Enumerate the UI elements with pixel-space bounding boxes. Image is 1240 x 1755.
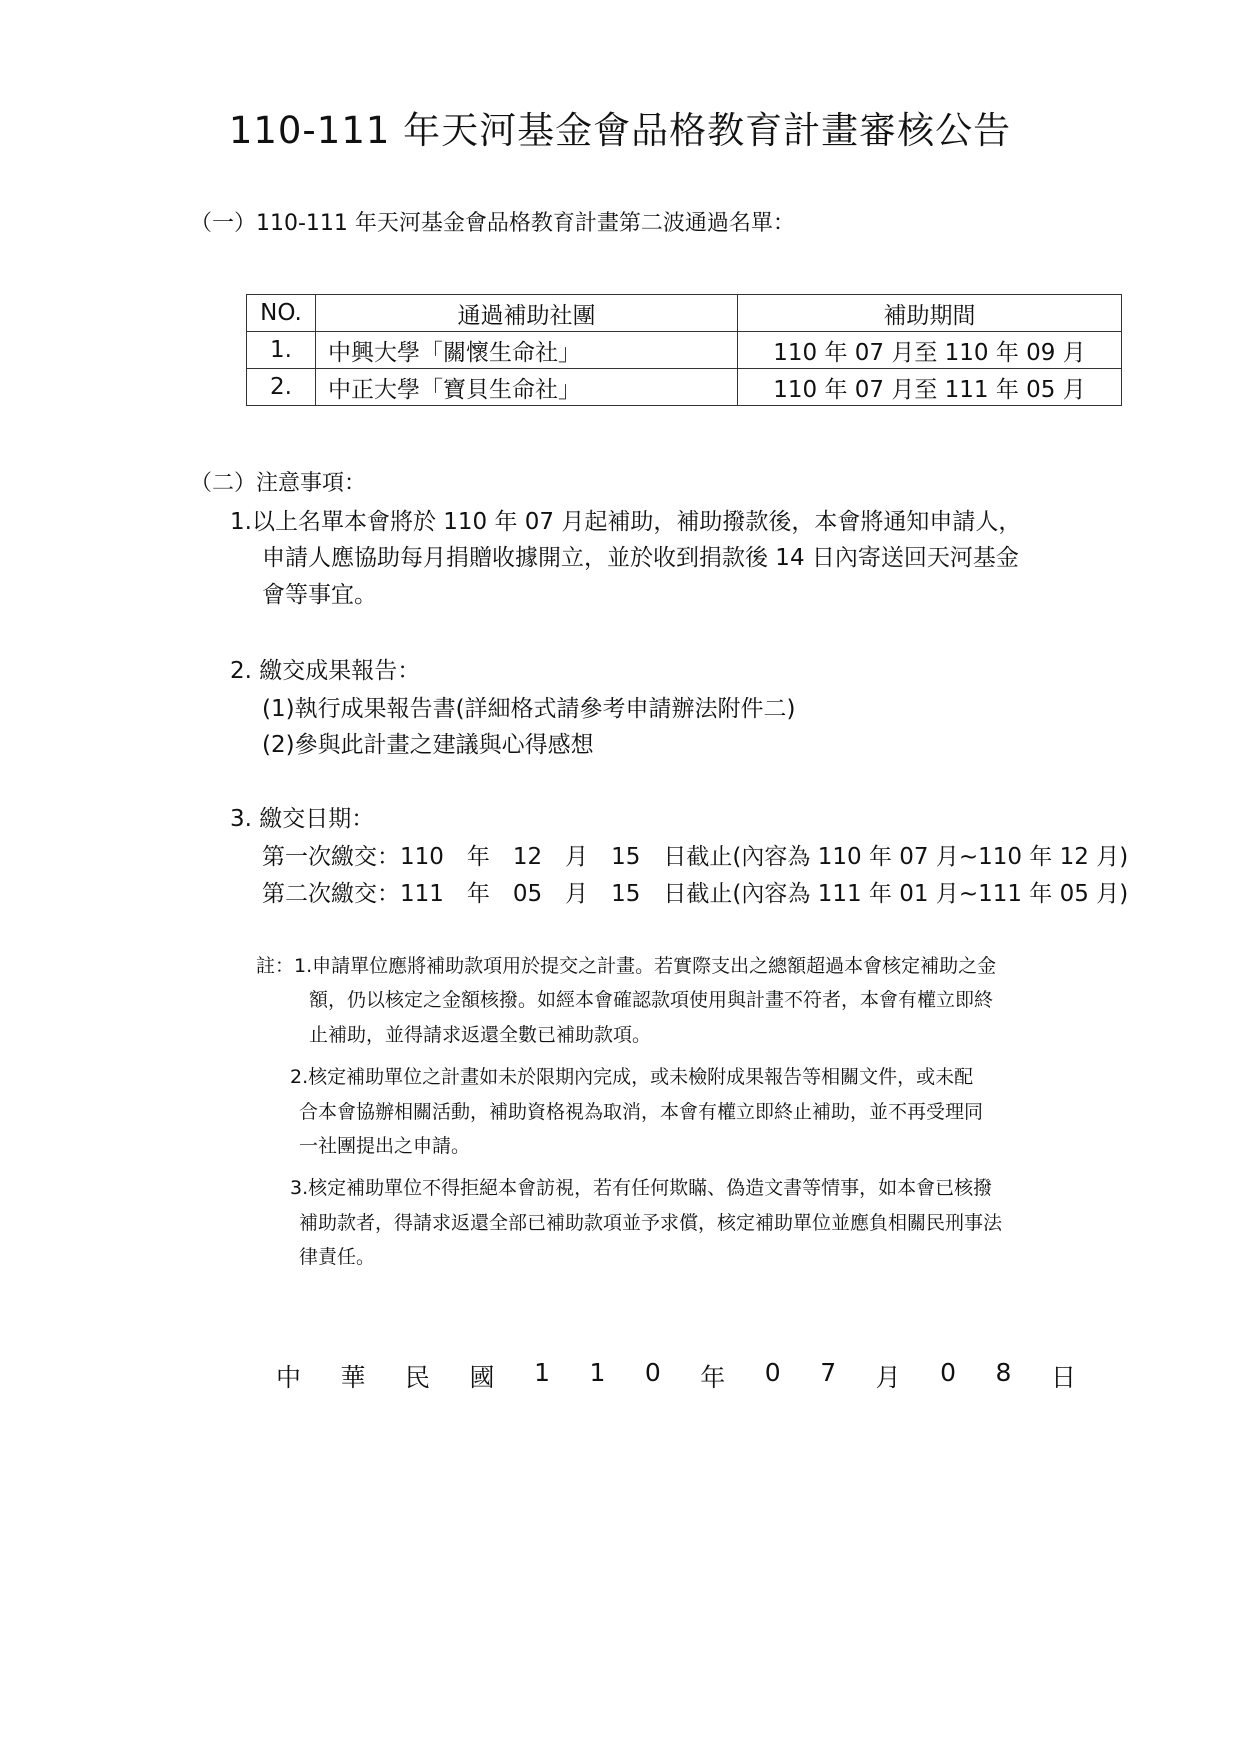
col-header-club: 通過補助社團 — [316, 295, 738, 332]
col-header-no: NO. — [247, 295, 316, 332]
note2-line1: 2.核定補助單位之計畫如未於限期內完成，或未檢附成果報告等相關文件，或未配 — [290, 1066, 974, 1088]
row-club: 中興大學「關懷生命社」 — [316, 332, 738, 369]
item2-line2: (2)參與此計畫之建議與心得感想 — [262, 732, 594, 758]
note3-line2: 補助款者，得請求返還全部已補助款項並予求償，核定補助單位並應負相關民刑事法 — [299, 1212, 1003, 1234]
table-header-row — [247, 295, 1122, 332]
row-period: 110 年 07 月至 111 年 05 月 — [738, 369, 1122, 406]
note1-line3: 止補助，並得請求返還全數已補助款項。 — [309, 1024, 652, 1046]
col-header-period: 補助期間 — [738, 295, 1122, 332]
row-no: 2. — [247, 369, 316, 406]
date-char: 0 — [940, 1358, 957, 1387]
date-char: 1 — [589, 1358, 606, 1387]
date-char: 華 — [340, 1363, 366, 1392]
note1-line2: 額，仍以核定之金額核撥。如經本會確認款項使用與計畫不符者，本會有權立即終 — [309, 989, 994, 1011]
announcement-date — [276, 1358, 1076, 1394]
date-char: 1 — [534, 1358, 550, 1387]
row-club: 中正大學「寶貝生命社」 — [316, 369, 738, 406]
approved-clubs-table — [246, 294, 1122, 406]
table-row — [247, 369, 1122, 406]
section2-heading: （二）注意事項： — [190, 471, 367, 496]
date-char: 日 — [1050, 1363, 1076, 1392]
item3-line1: 第一次繳交：110 年 12 月 15 日截止(內容為 110 年 07 月~110 年 12 月) — [262, 844, 1129, 870]
date-char: 0 — [644, 1358, 661, 1387]
item2-heading: 2. 繳交成果報告： — [230, 658, 421, 684]
date-char: 8 — [995, 1358, 1012, 1387]
note2-line3: 一社團提出之申請。 — [299, 1135, 471, 1157]
date-char: 月 — [875, 1363, 901, 1392]
page-title: 110-111 年天河基金會品格教育計畫審核公告 — [228, 109, 1012, 152]
item2-line1: (1)執行成果報告書(詳細格式請參考申請辦法附件二) — [262, 696, 796, 722]
date-char: 0 — [764, 1358, 781, 1387]
row-no: 1. — [247, 332, 316, 369]
date-char: 國 — [469, 1363, 495, 1392]
date-char: 中 — [276, 1363, 302, 1392]
note2-line2: 合本會協辦相關活動，補助資格視為取消，本會有權立即終止補助，並不再受理同 — [299, 1101, 984, 1123]
row-period: 110 年 07 月至 110 年 09 月 — [738, 332, 1122, 369]
item1-line1: 1.以上名單本會將於 110 年 07 月起補助，補助撥款後，本會將通知申請人， — [230, 509, 1022, 535]
date-char: 民 — [405, 1363, 431, 1392]
table-row — [247, 332, 1122, 369]
item3-line2: 第二次繳交：111 年 05 月 15 日截止(內容為 111 年 01 月~111 年 05 月) — [262, 881, 1129, 907]
date-char: 年 — [700, 1363, 726, 1392]
note1-line1: 註：1.申請單位應將補助款項用於提交之計畫。若實際支出之總額超過本會核定補助之金 — [256, 955, 997, 977]
item1-line2: 申請人應協助每月捐贈收據開立，並於收到捐款後 14 日內寄送回天河基金 — [262, 545, 1019, 571]
note3-line3: 律責任。 — [299, 1246, 376, 1268]
date-char: 7 — [820, 1358, 837, 1387]
item1-line3: 會等事宜。 — [262, 582, 377, 608]
section1-heading: （一）110-111 年天河基金會品格教育計畫第二波通過名單： — [190, 211, 795, 236]
item3-heading: 3. 繳交日期： — [230, 806, 375, 832]
note3-line1: 3.核定補助單位不得拒絕本會訪視，若有任何欺瞞、偽造文書等情事，如本會已核撥 — [290, 1177, 993, 1199]
